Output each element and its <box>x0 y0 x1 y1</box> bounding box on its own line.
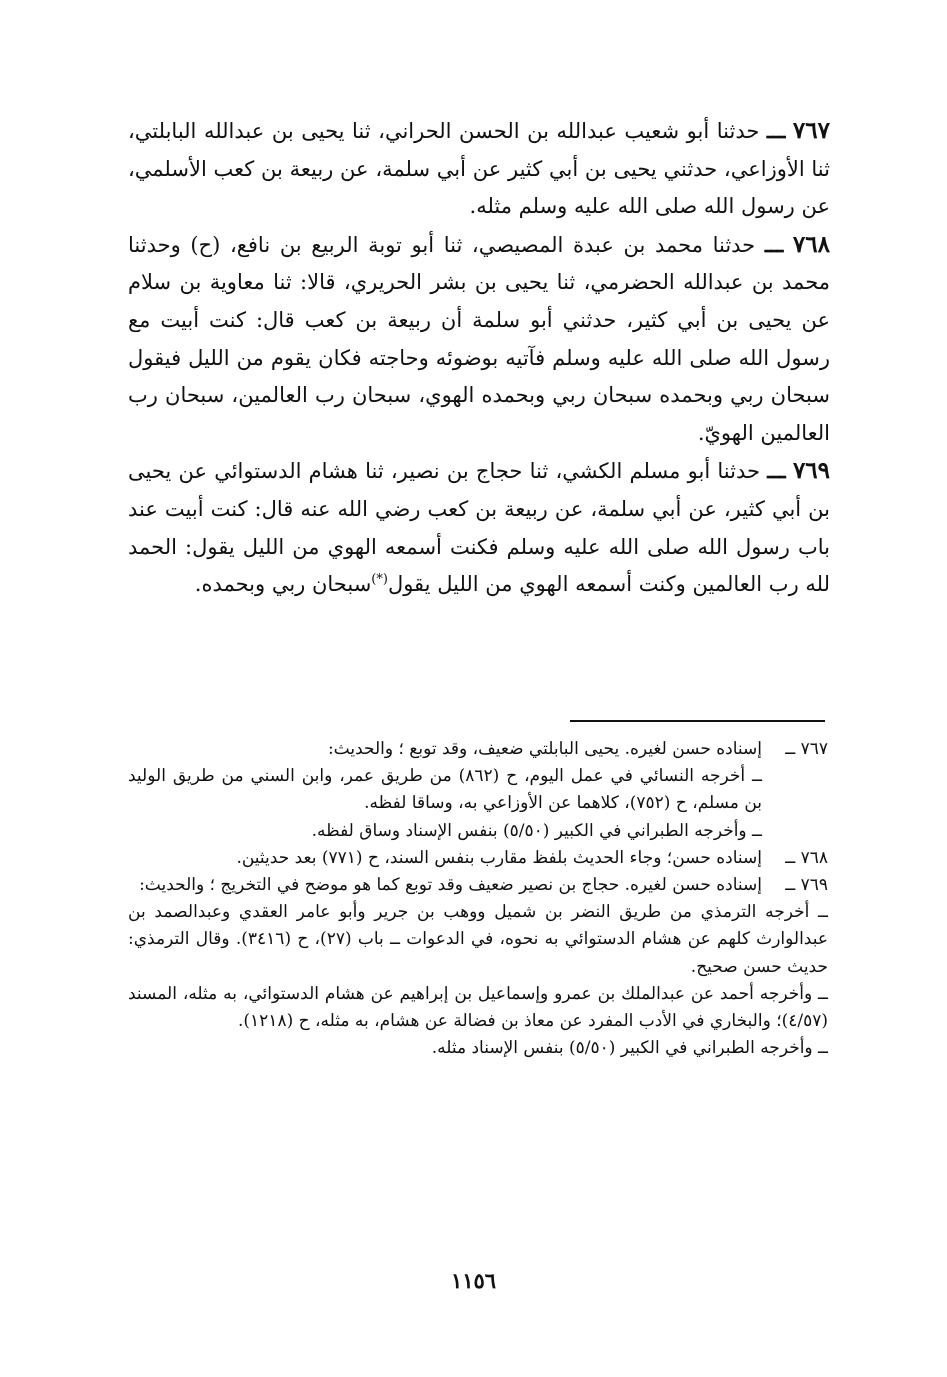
hadith-dash: ـــ <box>764 231 784 257</box>
note-number: ٧٦٨ ــ <box>785 847 828 868</box>
page-number: ١١٥٦ <box>450 1268 497 1293</box>
note-sub-item: ــ أخرجه النسائي في عمل اليوم، ح (٨٦٢) من طريق عمر، وابن السني من طريق الوليد بن مسلم، ح (٧٥٢)، كلاهما عن الأوزاعي به، وساقا لفظه. <box>128 766 762 814</box>
note-text: إسناده حسن؛ وجاء الحديث بلفظ مقارب بنفس السند، ح (٧٧١) بعد حديثين. <box>236 847 762 868</box>
hadith-dash: ـــ <box>767 458 786 484</box>
note-number: ٧٦٩ ــ <box>785 875 828 896</box>
note-sub-item: ــ وأخرجه الطبراني في الكبير (٥/٥٠) بنفس الإسناد وساق لفظه. <box>311 820 762 841</box>
note-text: إسناده حسن لغيره. حجاج بن نصير ضعيف وقد توبع كما هو موضح في التخريج ؛ والحديث: <box>139 875 762 896</box>
hadith-text-end: سبحان ربي وبحمده. <box>194 572 372 597</box>
hadith-number: ٧٦٨ <box>792 230 830 258</box>
hadith-767 <box>128 112 830 226</box>
hadith-number: ٧٦٧ <box>792 117 830 144</box>
note-769 <box>128 872 828 899</box>
hadith-text: حدثنا أبو مسلم الكشي، ثنا حجاج بن نصير، ثنا هشام الدستوائي عن يحيى بن أبي كثير، عن أبي سلمة، عن ربيعة بن كعب رضي الله عنه قال: كنت أبيت عند باب رسول الله صلى الله عليه وسلم فكنت أسمعه الهوي من الليل يقول: الحمد لله رب العالمين وكنت أسمعه الهوي من الليل يقول <box>128 459 830 597</box>
footnote-separator <box>570 720 825 722</box>
note-number: ٧٦٧ ــ <box>785 739 828 759</box>
note-769-item: ــ وأخرجه الطبراني في الكبير (٥/٥٠) بنفس الإسناد مثله. <box>431 1038 828 1059</box>
hadith-text: حدثنا أبو شعيب عبدالله بن الحسن الحراني، ثنا يحيى بن عبدالله البابلتي، ثنا الأوزاعي، حدثني يحيى بن أبي كثير عن أبي سلمة، عن ربيعة بن كعب الأسلمي، عن رسول الله صلى الله عليه وسلم مثله. <box>128 119 830 219</box>
main-text <box>128 112 830 604</box>
hadith-768 <box>128 226 830 453</box>
note-text: إسناده حسن لغيره. يحيى البابلتي ضعيف، وقد توبع ؛ والحديث: <box>327 739 762 759</box>
footnotes <box>128 736 828 1062</box>
note-767 <box>128 736 828 845</box>
hadith-dash: ـــ <box>766 118 786 143</box>
hadith-769 <box>128 452 830 603</box>
hadith-number: ٧٦٩ <box>792 457 830 485</box>
note-769-item: ــ وأخرجه أحمد عن عبدالملك بن عمرو وإسماعيل بن إبراهيم عن هشام الدستوائي، به مثله، المسند (٤/٥٧)؛ والبخاري في الأدب المفرد عن معاذ بن فضالة عن هشام، به مثله، ح (١٢١٨). <box>128 983 828 1032</box>
note-769-item: ــ أخرجه الترمذي من طريق النضر بن شميل ووهب بن جرير وأبو عامر العقدي وعبدالصمد بن عبدالوارث كلهم عن هشام الدستوائي به نحوه، في الدعوات ــ باب (٢٧)، ح (٣٤١٦). وقال الترمذي: حديث حسن صحيح. <box>128 902 829 977</box>
footnote-mark: (*) <box>371 572 388 588</box>
note-768 <box>128 845 828 872</box>
hadith-text: حدثنا محمد بن عبدة المصيصي، ثنا أبو توبة الربيع بن نافع، (ح) وحدثنا محمد بن عبدالله الحضرمي، ثنا يحيى بن بشر الحريري، قالا: ثنا معاوية بن سلام عن يحيى بن أبي كثير، حدثني أبو سلمة أن ربيعة بن كعب قال: كنت أبيت مع رسول الله صلى الله عليه وسلم فآتيه بوضوئه وحاجته فكان يقوم من الليل فيقول سبحان ربي وبحمده سبحان ربي وبحمده الهوي، سبحان رب العالمين، سبحان رب العالمين الهويّ. <box>128 232 830 445</box>
